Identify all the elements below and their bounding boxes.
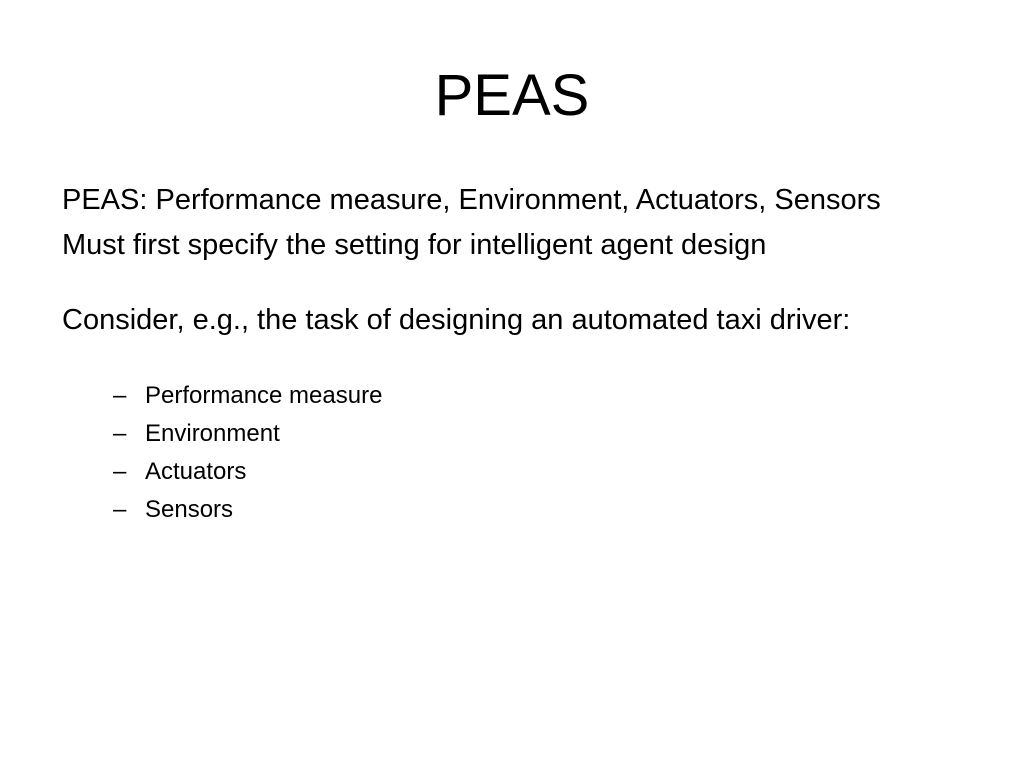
sub-bullet-label: Actuators	[145, 458, 247, 485]
sub-bullet-list	[62, 377, 942, 529]
dash-marker: –	[113, 496, 127, 523]
slide-title: PEAS	[434, 63, 590, 128]
bullet-taxi-example: Consider, e.g., the task of designing an automated taxi driver:	[62, 304, 851, 336]
sub-bullet-label: Performance measure	[145, 382, 383, 409]
sub-bullet-label: Environment	[145, 420, 280, 447]
dash-marker: –	[113, 420, 127, 447]
slide-body	[62, 182, 942, 529]
dash-marker: –	[113, 382, 127, 409]
sub-bullet-environment	[113, 415, 942, 453]
sub-bullet-label: Sensors	[145, 496, 234, 523]
sub-bullet-actuators	[113, 453, 942, 491]
bullet-peas-definition: PEAS: Performance measure, Environment, Actuators, Sensors	[62, 184, 881, 216]
sub-bullet-sensors	[113, 491, 942, 529]
bullet-specify-setting: Must first specify the setting for intelligent agent design	[62, 229, 767, 261]
dash-marker: –	[113, 458, 127, 485]
sub-bullet-performance-measure	[113, 377, 942, 415]
